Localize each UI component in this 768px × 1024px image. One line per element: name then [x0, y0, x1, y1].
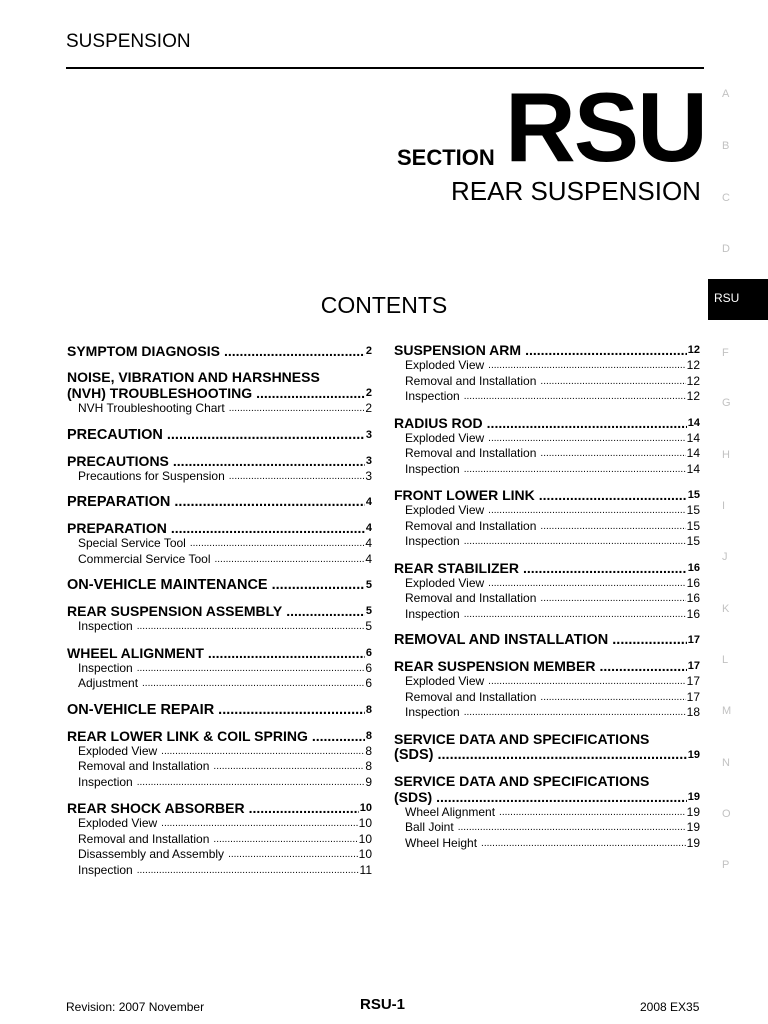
- toc-heading-page: 16: [687, 561, 700, 574]
- side-tab-m[interactable]: M: [722, 705, 732, 717]
- toc-heading-page: 6: [365, 646, 372, 659]
- toc-heading-title: (SDS): [394, 788, 433, 805]
- toc-entry-label: Inspection: [405, 461, 460, 476]
- toc-entry-label: Inspection: [405, 389, 460, 403]
- toc-heading-title: RADIUS ROD: [394, 414, 483, 431]
- toc-entry-page: 12: [686, 389, 700, 403]
- side-tab-i[interactable]: I: [722, 500, 726, 512]
- toc-leader: [171, 520, 365, 536]
- toc-leader: [599, 658, 686, 674]
- toc-entry[interactable]: [67, 744, 372, 760]
- side-tab-b[interactable]: B: [722, 140, 730, 152]
- toc-entry[interactable]: [67, 816, 372, 832]
- toc-leader: [167, 427, 365, 443]
- footer-model: 2008 EX35: [640, 1000, 700, 1014]
- toc-entry-page: 15: [686, 534, 700, 548]
- toc-entry[interactable]: [67, 832, 372, 848]
- toc-heading-title: REMOVAL AND INSTALLATION: [394, 632, 609, 648]
- toc-heading-title: FRONT LOWER LINK: [394, 487, 535, 503]
- toc-leader: [540, 690, 685, 706]
- toc-leader: [142, 676, 364, 692]
- toc-entry-label: Removal and Installation: [78, 831, 210, 846]
- section-code: RSU: [505, 72, 706, 182]
- toc-leader: [228, 847, 358, 863]
- toc-entry[interactable]: [394, 431, 700, 447]
- toc-entry[interactable]: [394, 820, 700, 836]
- toc-entry-page: 9: [365, 774, 372, 789]
- side-tab-a[interactable]: A: [722, 88, 730, 100]
- section-title: REAR SUSPENSION: [451, 176, 701, 206]
- toc-leader: [523, 560, 687, 576]
- toc-heading[interactable]: [394, 747, 700, 763]
- toc-entry-label: Exploded View: [405, 430, 485, 445]
- toc-heading-page: 2: [365, 345, 372, 357]
- toc-entry[interactable]: [394, 358, 700, 374]
- toc-entry-label: Removal and Installation: [405, 373, 537, 388]
- toc-entry-label: Ball Joint: [405, 820, 454, 834]
- toc-heading[interactable]: [67, 702, 372, 718]
- toc-heading-page: 17: [687, 634, 700, 646]
- toc-entry-label: Removal and Installation: [405, 689, 537, 704]
- toc-entry-label: Removal and Installation: [405, 518, 537, 533]
- toc-leader: [173, 453, 365, 469]
- toc-entry-page: 8: [365, 759, 372, 773]
- toc-entry-page: 15: [686, 518, 700, 533]
- toc-entry[interactable]: [394, 805, 700, 821]
- toc-entry[interactable]: [394, 462, 700, 478]
- toc-leader: [488, 431, 685, 447]
- toc-leader: [540, 519, 685, 535]
- toc-leader: [488, 503, 685, 519]
- toc-entry[interactable]: [67, 863, 372, 879]
- toc-heading[interactable]: [394, 342, 700, 358]
- toc-entry-page: 10: [358, 816, 372, 830]
- toc-entry[interactable]: [67, 759, 372, 775]
- toc-heading[interactable]: [67, 800, 372, 816]
- toc-entry[interactable]: [394, 705, 700, 721]
- toc-heading-page: 8: [365, 729, 372, 742]
- toc-leader: [540, 374, 685, 390]
- side-tab-l[interactable]: L: [722, 654, 729, 666]
- toc-entry[interactable]: [67, 401, 372, 417]
- toc-heading-page: 19: [687, 748, 700, 761]
- toc-entry-page: 14: [686, 446, 700, 460]
- toc-heading[interactable]: [67, 427, 372, 443]
- toc-entry[interactable]: [67, 469, 372, 485]
- toc-leader: [249, 800, 359, 816]
- toc-entry-page: 4: [365, 536, 372, 550]
- toc-heading-title: SYMPTOM DIAGNOSIS: [67, 343, 220, 359]
- toc-heading-title: REAR SHOCK ABSORBER: [67, 800, 245, 816]
- toc-heading-title: REAR SUSPENSION ASSEMBLY: [67, 603, 283, 619]
- toc-heading-line1[interactable]: SERVICE DATA AND SPECIFICATIONS: [394, 730, 650, 747]
- toc-heading-page: 15: [687, 489, 700, 501]
- toc-leader: [540, 591, 685, 607]
- toc-left-column: [67, 343, 372, 878]
- side-tab-d[interactable]: D: [722, 243, 730, 255]
- toc-heading-page: 4: [365, 522, 372, 534]
- toc-entry-label: Precautions for Suspension: [78, 468, 225, 483]
- toc-entry-page: 14: [686, 461, 700, 476]
- toc-leader: [229, 469, 365, 485]
- toc-leader: [256, 385, 365, 401]
- side-tab-f[interactable]: F: [722, 347, 729, 359]
- side-tab-n[interactable]: N: [722, 757, 730, 769]
- toc-entry[interactable]: [394, 389, 700, 405]
- toc-entry-label: Removal and Installation: [78, 759, 210, 773]
- toc-entry-label: NVH Troubleshooting Chart: [78, 401, 225, 415]
- toc-leader: [229, 401, 365, 417]
- toc-heading[interactable]: [67, 494, 372, 510]
- toc-heading-title: REAR LOWER LINK & COIL SPRING: [67, 727, 308, 744]
- toc-heading-title: (NVH) TROUBLESHOOTING: [67, 385, 253, 401]
- toc-entry-page: 19: [686, 804, 700, 819]
- toc-entry-label: Wheel Alignment: [405, 804, 496, 819]
- section-word: SECTION: [397, 145, 495, 170]
- toc-heading-page: 17: [687, 660, 700, 672]
- toc-entry-page: 19: [686, 820, 700, 834]
- toc-leader: [464, 534, 686, 550]
- toc-leader: [272, 577, 365, 593]
- toc-entry-label: Adjustment: [78, 676, 139, 690]
- toc-heading-title: ON-VEHICLE MAINTENANCE: [67, 577, 268, 593]
- toc-leader: [208, 645, 365, 661]
- toc-entry[interactable]: [394, 836, 700, 852]
- toc-leader: [488, 674, 685, 690]
- toc-entry[interactable]: [67, 676, 372, 692]
- toc-heading[interactable]: [67, 520, 372, 536]
- toc-entry-page: 2: [365, 401, 372, 415]
- toc-leader: [525, 342, 687, 358]
- toc-leader: [488, 576, 685, 592]
- toc-entry[interactable]: [394, 607, 700, 623]
- side-tab-g[interactable]: G: [722, 397, 731, 409]
- side-tab-k[interactable]: K: [722, 603, 730, 615]
- side-tab-active[interactable]: [708, 279, 768, 320]
- toc-entry-label: Special Service Tool: [78, 536, 186, 550]
- toc-heading-page: 12: [687, 344, 700, 356]
- toc-entry[interactable]: [394, 374, 700, 390]
- toc-heading-title: WHEEL ALIGNMENT: [67, 644, 204, 661]
- toc-heading-title: SUSPENSION ARM: [394, 342, 522, 358]
- toc-heading-page: 2: [365, 387, 372, 399]
- toc-entry[interactable]: [67, 775, 372, 791]
- toc-heading-page: 4: [365, 496, 372, 508]
- toc-entry[interactable]: [394, 591, 700, 607]
- toc-entry-page: 19: [686, 835, 700, 850]
- toc-entry-label: Inspection: [78, 619, 133, 633]
- toc-heading[interactable]: [394, 658, 700, 674]
- toc-heading-line1[interactable]: NOISE, VIBRATION AND HARSHNESS: [67, 369, 320, 385]
- toc-entry-label: Exploded View: [405, 503, 485, 517]
- toc-entry[interactable]: [394, 446, 700, 462]
- toc-leader: [174, 494, 364, 510]
- side-tab-o[interactable]: O: [722, 808, 731, 820]
- toc-entry[interactable]: [394, 674, 700, 690]
- toc-entry[interactable]: [394, 534, 700, 550]
- toc-entry-label: Removal and Installation: [405, 591, 537, 605]
- toc-entry-label: Removal and Installation: [405, 446, 537, 460]
- toc-leader: [488, 358, 685, 374]
- toc-entry[interactable]: [67, 536, 372, 552]
- toc-leader: [464, 607, 686, 623]
- toc-heading[interactable]: [67, 603, 372, 619]
- toc-entry-page: 15: [686, 503, 700, 517]
- toc-heading-title: PREPARATION: [67, 494, 171, 510]
- toc-entry-page: 18: [686, 705, 700, 719]
- toc-heading-title: PRECAUTION: [67, 426, 163, 443]
- toc-entry-label: Exploded View: [405, 575, 485, 590]
- toc-leader: [137, 775, 365, 791]
- toc-leader: [499, 805, 686, 821]
- toc-entry-page: 10: [358, 831, 372, 846]
- toc-heading[interactable]: [67, 453, 372, 469]
- toc-entry-label: Inspection: [405, 534, 460, 548]
- toc-heading[interactable]: [394, 789, 700, 805]
- toc-heading-page: 8: [365, 703, 372, 716]
- toc-entry-page: 16: [686, 606, 700, 621]
- toc-heading-title: (SDS): [394, 746, 434, 763]
- toc-heading-title: PREPARATION: [67, 520, 167, 536]
- toc-entry[interactable]: [394, 576, 700, 592]
- toc-leader: [218, 702, 365, 718]
- side-tab-h[interactable]: H: [722, 449, 730, 461]
- toc-leader: [458, 820, 686, 836]
- header-rule: [66, 67, 704, 69]
- toc-entry-page: 12: [686, 358, 700, 372]
- header-category: SUSPENSION: [66, 31, 191, 52]
- toc-entry[interactable]: [67, 661, 372, 677]
- toc-entry-label: Inspection: [405, 606, 460, 621]
- toc-entry-page: 3: [365, 468, 372, 483]
- toc-entry-page: 6: [365, 676, 372, 690]
- toc-leader: [161, 816, 357, 832]
- side-tab-p[interactable]: P: [722, 859, 730, 871]
- toc-entry-label: Inspection: [78, 862, 133, 877]
- toc-heading[interactable]: [67, 385, 372, 401]
- toc-entry[interactable]: [67, 619, 372, 635]
- toc-entry-label: Commercial Service Tool: [78, 551, 211, 566]
- toc-entry-page: 17: [686, 674, 700, 688]
- toc-heading-title: PRECAUTIONS: [67, 452, 169, 469]
- toc-entry-label: Wheel Height: [405, 835, 478, 850]
- footer-revision: Revision: 2007 November: [66, 1000, 205, 1014]
- toc-entry-label: Disassembly and Assembly: [78, 847, 225, 861]
- toc-right-column: [394, 342, 700, 851]
- toc-leader: [215, 552, 365, 568]
- side-tab-label: RSU: [714, 291, 740, 305]
- toc-entry-label: Exploded View: [405, 358, 485, 372]
- toc-leader: [213, 759, 364, 775]
- toc-heading-title: REAR SUSPENSION MEMBER: [394, 658, 596, 674]
- toc-entry-page: 6: [365, 660, 372, 675]
- toc-entry-page: 16: [686, 591, 700, 605]
- toc-leader: [137, 863, 359, 879]
- toc-leader: [481, 836, 686, 852]
- toc-entry-page: 5: [365, 619, 372, 633]
- toc-heading-page: 19: [687, 790, 700, 803]
- contents-title: CONTENTS: [320, 292, 448, 318]
- toc-entry-page: 4: [365, 551, 372, 566]
- toc-entry-label: Inspection: [78, 660, 133, 675]
- toc-heading[interactable]: [394, 632, 700, 648]
- toc-entry-page: 12: [686, 373, 700, 388]
- toc-leader: [224, 343, 365, 359]
- toc-heading-page: 5: [365, 579, 372, 591]
- toc-entry[interactable]: [394, 519, 700, 535]
- toc-entry[interactable]: [394, 690, 700, 706]
- toc-entry-label: Exploded View: [78, 816, 158, 830]
- toc-leader: [137, 661, 365, 677]
- toc-heading[interactable]: [394, 560, 700, 576]
- toc-heading[interactable]: [67, 728, 372, 744]
- toc-heading-page: 14: [687, 416, 700, 429]
- toc-heading-page: 3: [365, 428, 372, 441]
- toc-entry-label: Exploded View: [405, 674, 485, 688]
- toc-heading-line1[interactable]: SERVICE DATA AND SPECIFICATIONS: [394, 772, 650, 789]
- toc-leader: [464, 705, 686, 721]
- toc-leader: [540, 446, 685, 462]
- toc-entry[interactable]: [67, 847, 372, 863]
- toc-heading-page: 10: [359, 802, 372, 814]
- toc-heading[interactable]: [67, 577, 372, 593]
- toc-leader: [539, 487, 687, 503]
- toc-heading-title: ON-VEHICLE REPAIR: [67, 701, 215, 718]
- toc-entry-page: 14: [686, 430, 700, 445]
- side-tab-c[interactable]: C: [722, 192, 730, 204]
- footer-page-number: RSU-1: [360, 996, 406, 1013]
- toc-leader: [612, 632, 686, 648]
- toc-heading-title: REAR STABILIZER: [394, 559, 519, 576]
- toc-entry-label: Inspection: [78, 774, 133, 789]
- toc-heading[interactable]: [67, 645, 372, 661]
- toc-leader: [286, 603, 365, 619]
- toc-entry-page: 17: [686, 689, 700, 704]
- toc-leader: [161, 744, 364, 760]
- side-tab-j[interactable]: J: [722, 551, 728, 563]
- toc-heading-page: 5: [365, 605, 372, 617]
- toc-leader: [437, 747, 686, 763]
- toc-leader: [464, 389, 686, 405]
- toc-entry-label: Exploded View: [78, 743, 158, 758]
- toc-leader: [213, 832, 357, 848]
- toc-leader: [137, 619, 365, 635]
- toc-entry-page: 10: [358, 847, 372, 861]
- toc-entry[interactable]: [67, 552, 372, 568]
- toc-entry-page: 16: [686, 575, 700, 590]
- toc-entry-page: 11: [359, 862, 372, 877]
- toc-heading-page: 3: [365, 454, 372, 467]
- toc-entry-page: 8: [365, 743, 372, 758]
- toc-heading[interactable]: [394, 487, 700, 503]
- toc-entry[interactable]: [394, 503, 700, 519]
- toc-leader: [464, 462, 686, 478]
- toc-leader: [487, 415, 687, 431]
- toc-entry-label: Inspection: [405, 705, 460, 719]
- toc-leader: [436, 789, 687, 805]
- toc-leader: [312, 728, 365, 744]
- toc-heading[interactable]: [67, 343, 372, 359]
- toc-heading[interactable]: [394, 415, 700, 431]
- toc-leader: [190, 536, 364, 552]
